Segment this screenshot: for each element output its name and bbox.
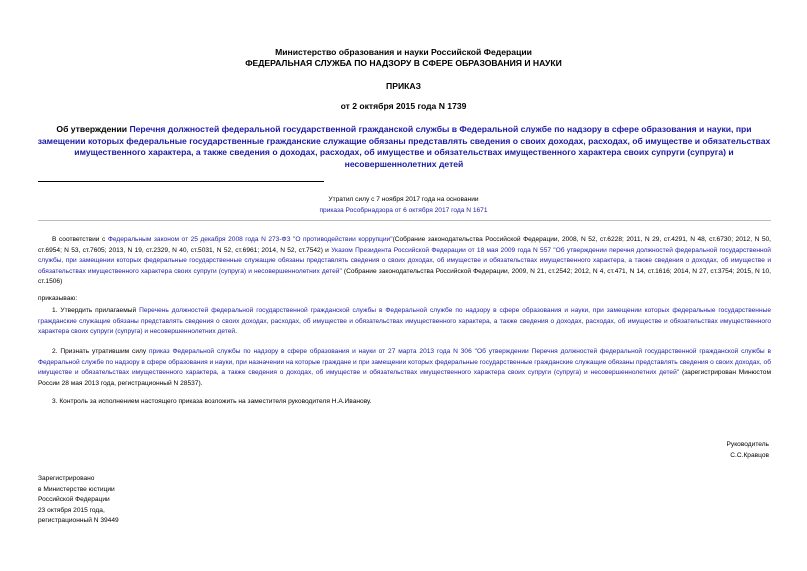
registration-line: 23 октября 2015 года,	[38, 506, 105, 514]
status-note: Утратил силу с 7 ноября 2017 года на основании	[328, 196, 479, 203]
service-name: ФЕДЕРАЛЬНАЯ СЛУЖБА ПО НАДЗОРУ В СФЕРЕ ОБРАЗОВАНИЯ И НАУКИ	[245, 58, 562, 68]
registration-line: Зарегистрировано	[38, 475, 95, 482]
document-date-number: от 2 октября 2015 года N 1739	[340, 101, 467, 111]
clause-2-text-b: (зарегистрирован Минюстом России 28 мая 2013 года, регистрационный N 28537).	[38, 369, 772, 387]
clause-1-text-b: .	[235, 328, 237, 336]
clause-2-text-a: 2. Признать утратившим силу	[52, 348, 150, 355]
federal-law-link[interactable]: Федеральным законом от 25 декабря 2008 года N 273-ФЗ "О противодействии коррупции"	[107, 236, 393, 243]
approved-list-link[interactable]: Перечень должностей федеральной государственной гражданской службы в Федеральной службе по надзору в сфере образования и науки, при замещении которых федеральные государственные гражданские служащие обязаны представлять сведения о своих доходах, расходах, об имуществе и обязательствах имущественного характера, а также сведения о доходах, расходах, об имуществе и обязательствах имущественного характера своих супруги (супруга) и несовершеннолетних детей	[38, 307, 772, 336]
clause-1	[38, 306, 771, 338]
status-order-line	[0, 207, 807, 214]
status-divider	[38, 220, 771, 221]
registration-line: Российской Федерации	[38, 496, 110, 504]
title-list-link[interactable]: Перечня должностей федеральной государственной гражданской службы в Федеральной службе по надзору в сфере образования и науки, при замещении которых федеральные государственные гражданские служащие обязаны представлять сведения о своих доходах, расходах, об имуществе и обязательствах имущественного характера, а также сведения о доходах, расходах, об имуществе и обязательствах имущественного характера своих супруги (супруга) и несовершеннолетних детей	[37, 124, 771, 169]
registration-line: регистрационный N 39449	[38, 517, 119, 525]
title-prefix: Об утверждении	[56, 124, 130, 134]
signatory-position: Руководитель	[726, 441, 769, 448]
preamble-text-a: В соответствии с	[52, 236, 108, 243]
ministry-name: Министерство образования и науки Российской Федерации	[275, 47, 532, 57]
registration-block	[38, 474, 119, 527]
presidential-decree-link[interactable]: Указом Президента Российской Федерации от 18 мая 2009 года N 557 "Об утверждении перечня должностей федеральной государственной службы, при замещении которых федеральные государственные служащие обязаны представлять сведения о своих доходах, об имуществе и обязательствах имущественного характера, а также сведения о доходах, об имуществе и обязательствах имущественного характера своих супруги (супруга) и несовершеннолетних детей"	[38, 246, 771, 275]
signatory-name: С.С.Кравцов	[730, 452, 769, 459]
document-title	[34, 124, 774, 170]
repealed-order-link[interactable]: приказ Федеральной службы по надзору в сфере образования и науки от 27 марта 2013 года N 306 "Об утверждении Перечня должностей федеральной государственной гражданской службы в Федеральной службе по надзору в сфере образования и науки, при назначении на которые граждане и при замещении которых федеральные государственные гражданские служащие обязаны представлять сведения о своих доходах, об имуществе и обязательствах имущественного характера, а также сведения о доходах, об имуществе и обязательствах имущественного характера своих супруги (супруга) и несовершеннолетних детей"	[38, 348, 771, 377]
order-word: приказываю:	[38, 295, 78, 302]
clause-1-text-a: 1. Утвердить прилагаемый	[52, 307, 140, 314]
title-divider	[38, 181, 324, 182]
preamble-text-c: (Собрание законодательства Российской Федерации, 2009, N 21, ст.2542; 2012, N 4, ст.471, N 14, ст.1616; 2014, N 27, ст.3754; 2015, N 10, ст.1506)	[38, 267, 771, 286]
preamble-paragraph	[38, 235, 771, 288]
document-type: ПРИКАЗ	[386, 81, 421, 91]
status-order-link[interactable]: приказа Рособрнадзора от 6 октября 2017 года N 1671	[319, 207, 488, 214]
preamble-text-b: (Собрание законодательства Российской Федерации, 2008, N 52, ст.6228; 2011, N 29, ст.4291, N 48, ст.6730; 2012, N 50, ст.6954; N 53, ст.7605; 2013, N 19, ст.2329, N 40, ст.5031, N 52, ст.6961; 2014, N 52, ст.7542) и	[38, 236, 771, 254]
clause-2	[38, 347, 771, 389]
clause-3: 3. Контроль за исполнением настоящего приказа возложить на заместителя руководителя Н.А.Иванову.	[52, 398, 372, 405]
registration-line: в Министерстве юстиции	[38, 485, 115, 493]
